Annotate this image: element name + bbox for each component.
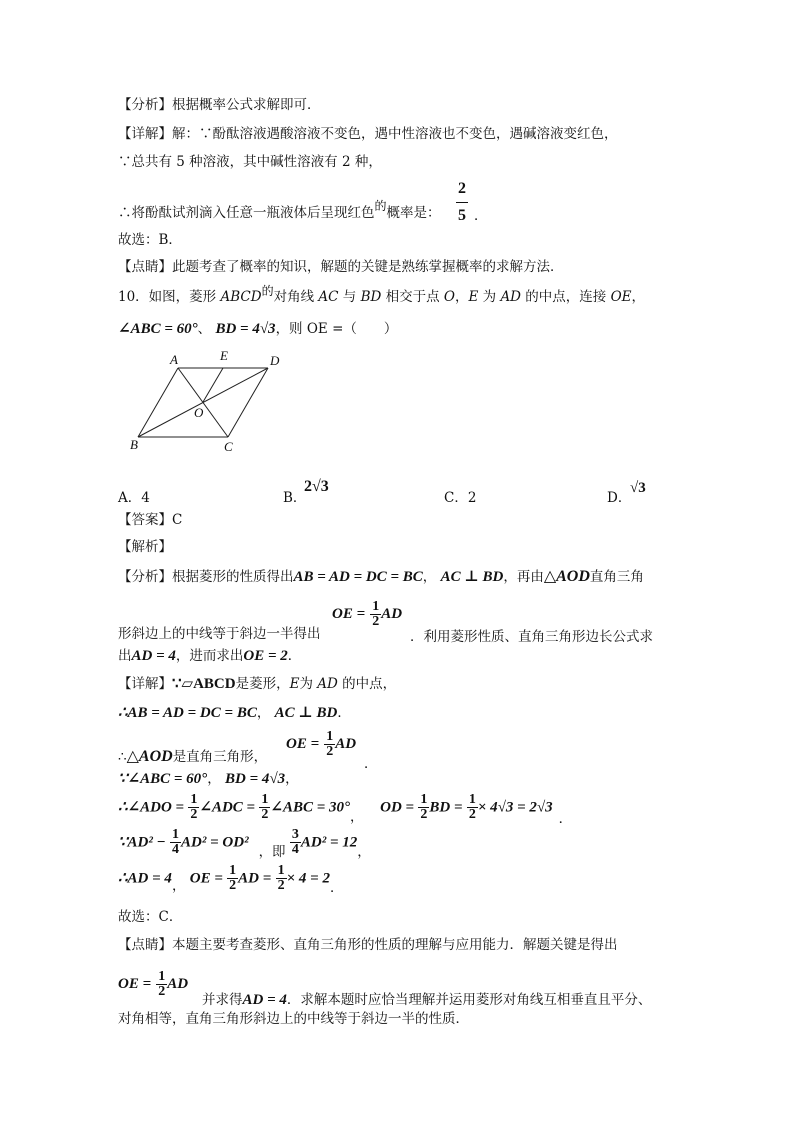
detail-line-4: ∵∠ABC = 60°， BD = 4√3， xyxy=(118,771,299,787)
detail-line-3-period: ． xyxy=(364,756,378,772)
answer: 【答案】C xyxy=(118,512,183,528)
q10-conditions: ∠ABC = 60°、 BD = 4√3，则 OE =（ ） xyxy=(118,321,398,337)
label-A: A xyxy=(170,352,178,367)
comment-oe-half: OE = $\frac{1}{2}$ AD xyxy=(118,969,189,999)
p1-detail-3: ∴将酚酞试剂滴入任意一瓶液体后呈现红色的概率是： xyxy=(118,199,441,221)
detail-line-6: ∵AD² − $\frac{1}{4}$ AD² = OD²，即 $\frac{3}{4}$ AD² = 12， xyxy=(118,827,371,860)
detail-choose: 故选：C． xyxy=(118,909,183,925)
q10-stem: 10．如图，菱形 ABCD的对角线 AC 与 BD 相交于点 O，E 为 AD 的中点，连接 OE， xyxy=(118,284,646,305)
comment-line-3: 对角相等，直角三角形斜边上的中线等于斜边一半的性质． xyxy=(118,1011,469,1027)
comment-line-2: 并求得AD = 4．求解本题时应恰当理解并运用菱形对角线互相垂直且平分、 xyxy=(202,992,652,1008)
p1-detail-2: ∵总共有 5 种溶液，其中碱性溶液有 2 种， xyxy=(118,154,382,170)
p1-detail-1: 【详解】解：∵酚酞溶液遇酸溶液不变色，遇中性溶液也不变色，遇碱溶液变红色， xyxy=(118,126,618,142)
label-E: E xyxy=(220,348,228,363)
detail-line-2: ∴AB = AD = DC = BC， AC ⊥ BD． xyxy=(118,705,351,721)
p1-analysis: 【分析】根据概率公式求解即可． xyxy=(118,97,321,113)
option-c[interactable]: C．2 xyxy=(444,490,477,506)
option-d-value: √3 xyxy=(630,480,646,496)
analysis-line-2: 形斜边上的中线等于斜边一半得出 xyxy=(118,626,321,642)
detail-line-5: ∴∠ADO = $\frac{1}{2}$ ∠ADC = $\frac{1}{2}$ ∠ABC = 30°， OD = $\frac{1}{2}$ BD = $\frac{1}{2}$ × 4√3 = 2√3． xyxy=(118,792,573,827)
p1-period: ． xyxy=(474,208,488,224)
option-b[interactable]: B． xyxy=(283,490,307,506)
analysis-line-3: 出AD = 4，进而求出OE = 2． xyxy=(118,648,302,664)
option-a[interactable]: A．4 xyxy=(118,490,150,506)
rhombus-figure xyxy=(128,345,288,460)
option-b-value: 2√3 xyxy=(304,478,329,495)
option-d[interactable]: D． xyxy=(607,490,632,506)
analysis-line-2-tail: ．利用菱形性质、直角三角形边长公式求 xyxy=(410,629,653,645)
label-O: O xyxy=(194,405,204,420)
detail-line-3: ∴△AOD是直角三角形， xyxy=(118,748,268,765)
label-B: B xyxy=(130,437,138,452)
analysis-line-1: 【分析】根据菱形的性质得出AB = AD = DC = BC， AC ⊥ BD，再由△AOD直角三角 xyxy=(118,568,644,585)
p1-fraction: $\frac{2}{5}$ xyxy=(458,180,466,224)
analysis-oe-half-ad: OE = $\frac{1}{2}$ AD xyxy=(332,599,403,629)
p1-comment: 【点睛】此题考查了概率的知识，解题的关键是熟练掌握概率的求解方法． xyxy=(118,259,564,275)
detail-line-1: 【详解】∵▱ABCD是菱形，E为 AD 的中点， xyxy=(118,676,397,692)
detail-oe-half: OE = $\frac{1}{2}$ AD xyxy=(286,729,357,759)
detail-line-7: ∴AD = 4， OE = $\frac{1}{2}$ AD = $\frac{1}{2}$ × 4 = 2． xyxy=(118,863,344,896)
comment-line-1: 【点睛】本题主要考查菱形、直角三角形的性质的理解与应用能力．解题关键是得出 xyxy=(118,937,618,953)
p1-choose: 故选：B． xyxy=(118,232,182,248)
jiexi-heading: 【解析】 xyxy=(118,539,172,555)
label-D: D xyxy=(270,353,280,368)
label-C: C xyxy=(224,439,233,454)
